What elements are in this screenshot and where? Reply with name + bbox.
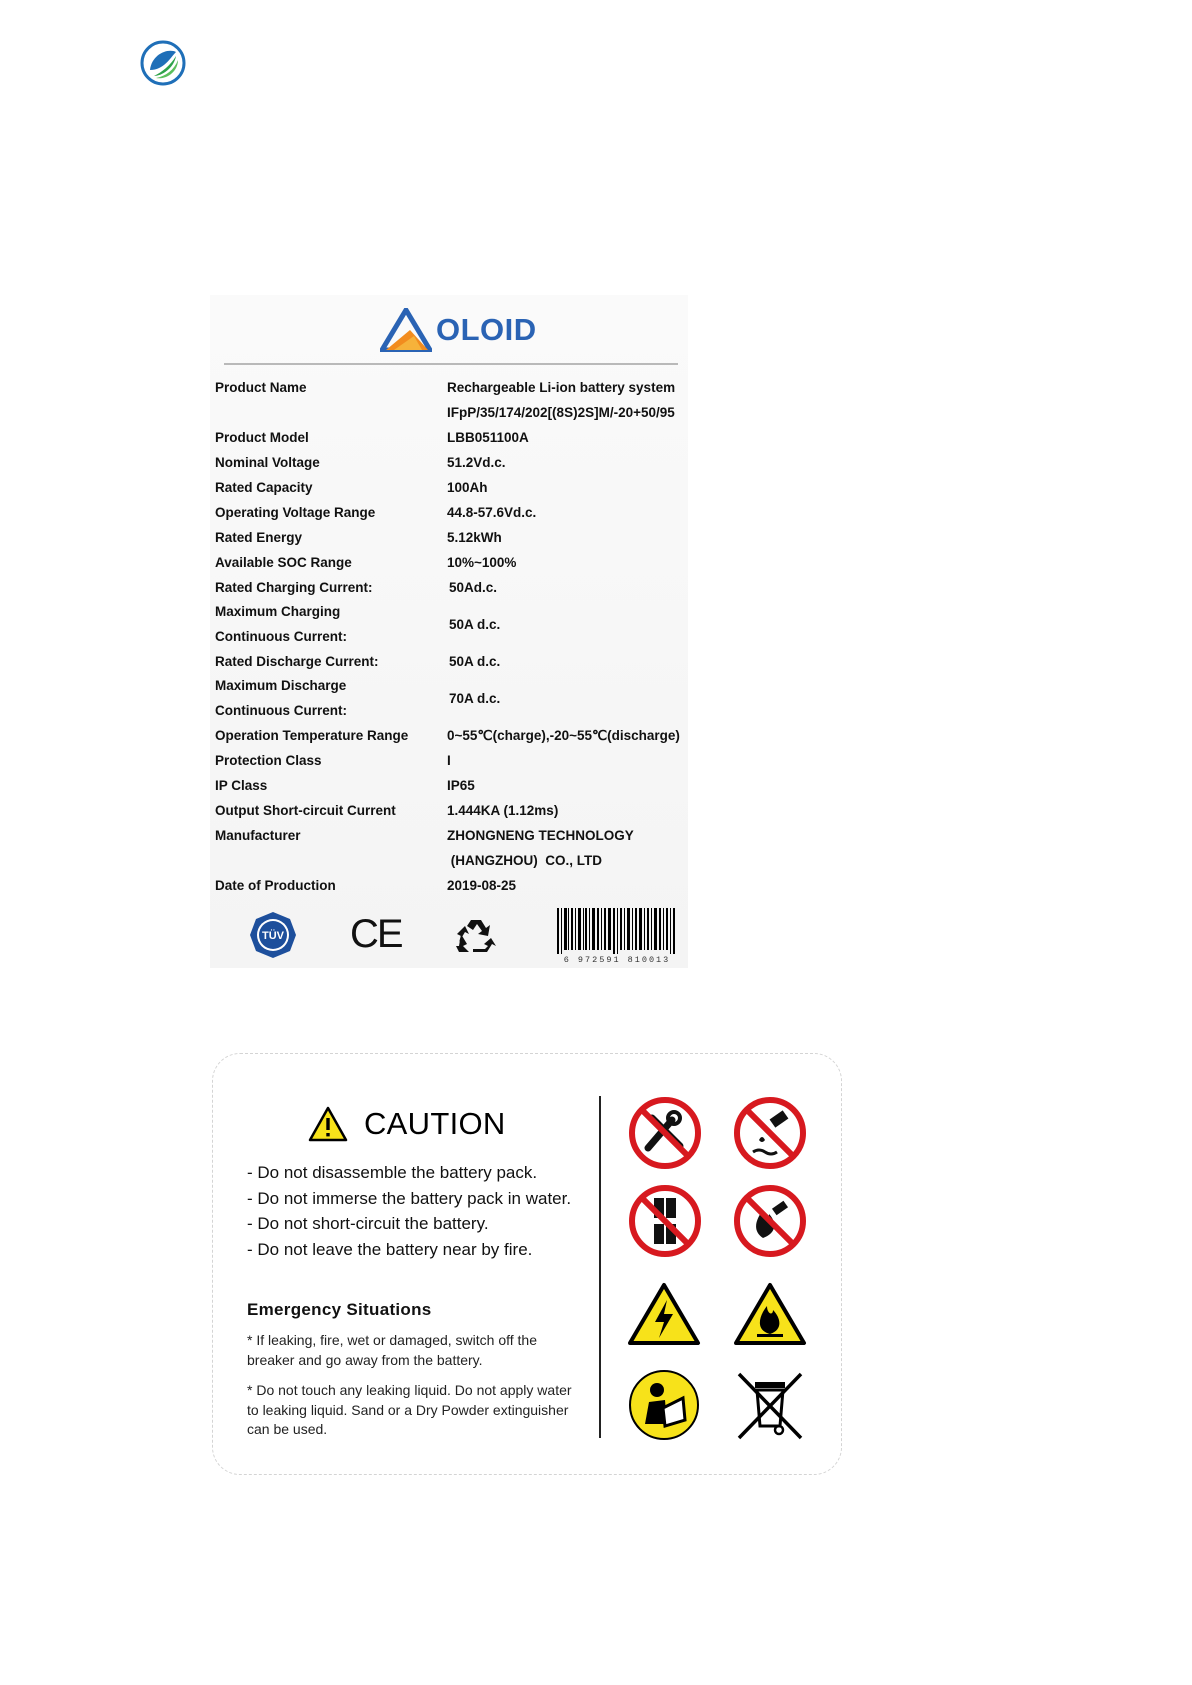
spec-value: 50A d.c. [449,617,501,632]
spec-row [215,575,685,600]
spec-key: IP Class [215,778,268,793]
spec-key [215,400,447,425]
oloid-triangle-logo-icon [380,308,432,352]
spec-key [215,674,447,723]
caution-item: - Do not short-circuit the battery. [247,1214,489,1234]
tuv-seal-icon [248,910,298,960]
spec-row [215,873,685,898]
spec-value: 0~55℃(charge),-20~55℃(discharge) [447,728,680,743]
spec-key: Nominal Voltage [215,455,320,470]
caution-item: - Do not immerse the battery pack in water. [247,1188,572,1208]
spec-key: Operating Voltage Range [215,505,376,520]
brand-name: OLOID [436,312,537,347]
spec-row [215,425,685,450]
spec-row [215,848,685,873]
spec-key: Protection Class [215,753,322,768]
no-trash-bin-icon [735,1368,805,1442]
brand-logo [380,305,537,355]
spec-row [215,400,685,425]
spec-row [215,375,685,400]
spec-row [215,748,685,773]
flammable-hazard-icon [733,1282,807,1346]
spec-label [210,295,688,968]
spec-row [215,823,685,848]
caution-title: CAUTION [364,1106,506,1141]
spec-key-line: Continuous Current: [215,628,347,644]
brand-divider [224,363,678,365]
emergency-paragraph: * Do not touch any leaking liquid. Do not apply water to leaking liquid. Sand or a Dry Powder extinguisher can be used. [247,1382,572,1437]
spec-value: ZHONGNENG TECHNOLOGY [447,828,634,843]
spec-value: Rechargeable Li-ion battery system [447,380,676,395]
spec-value: IP65 [447,778,475,793]
spec-value: 5.12kWh [447,530,502,545]
warning-triangle-icon [308,1106,348,1142]
electric-hazard-icon [627,1282,701,1346]
spec-value: I [447,753,451,768]
caution-header [308,1106,506,1142]
no-short-circuit-icon [628,1184,702,1258]
spec-value: 100Ah [447,480,488,495]
spec-value: LBB051100A [447,430,529,445]
barcode-digits: 6 972591 810013 [563,955,671,964]
ce-mark-icon: CE [350,912,402,956]
spec-row [215,525,685,550]
spec-row [215,500,685,525]
spec-row [215,450,685,475]
spec-key: Rated Capacity [215,480,313,495]
spec-value: 70A d.c. [449,691,501,706]
spec-row [215,600,685,649]
spec-value: IFpP/35/174/202[(8S)2S]M/-20+50/95 [447,405,675,420]
emergency-paragraph: * If leaking, fire, wet or damaged, switch off the breaker and go away from the battery. [247,1332,538,1368]
no-fire-icon [733,1184,807,1258]
no-disassemble-icon [628,1096,702,1170]
spec-row [215,773,685,798]
spec-value: 1.444KA (1.12ms) [447,803,559,818]
leaf-globe-logo-icon [140,40,186,86]
spec-key: Output Short-circuit Current [215,803,396,818]
spec-key [215,600,447,649]
no-water-immersion-icon [733,1096,807,1170]
spec-key: Date of Production [215,878,336,893]
spec-row [215,674,685,723]
emergency-title: Emergency Situations [247,1300,432,1319]
spec-key: Rated Energy [215,530,303,545]
certification-row [210,908,688,964]
spec-value: 10%~100% [447,555,517,570]
tuv-text: TÜV [262,930,284,942]
spec-row [215,649,685,674]
spec-key: Rated Discharge Current: [215,654,379,669]
spec-row [215,798,685,823]
read-manual-icon [627,1368,701,1442]
spec-key: Rated Charging Current: [215,580,373,595]
spec-value: (HANGZHOU) CO., LTD [447,853,602,868]
barcode-icon [555,908,679,964]
spec-row [215,550,685,575]
spec-key-line: Maximum Charging [215,604,341,619]
recycle-icon [455,916,497,956]
caution-item: - Do not leave the battery near by fire. [247,1240,533,1260]
spec-key: Product Model [215,430,309,445]
spec-value: 2019-08-25 [447,878,517,893]
spec-row [215,475,685,500]
spec-key-line: Continuous Current: [215,702,347,718]
spec-key: Product Name [215,380,307,395]
spec-value: 44.8-57.6Vd.c. [447,505,537,520]
spec-key-line: Maximum Discharge [215,678,347,693]
spec-value: 51.2Vd.c. [447,455,506,470]
vertical-divider [599,1096,601,1438]
spec-row [215,723,685,748]
spec-key: Manufacturer [215,828,301,843]
caution-item: - Do not disassemble the battery pack. [247,1163,538,1182]
caution-list [247,1160,571,1263]
spec-key: Available SOC Range [215,555,352,570]
caution-label [212,1053,842,1475]
spec-value: 50A d.c. [449,654,501,669]
spec-key [215,848,447,873]
spec-table [215,375,685,898]
spec-value: 50Ad.c. [449,580,498,595]
spec-key: Operation Temperature Range [215,728,409,743]
